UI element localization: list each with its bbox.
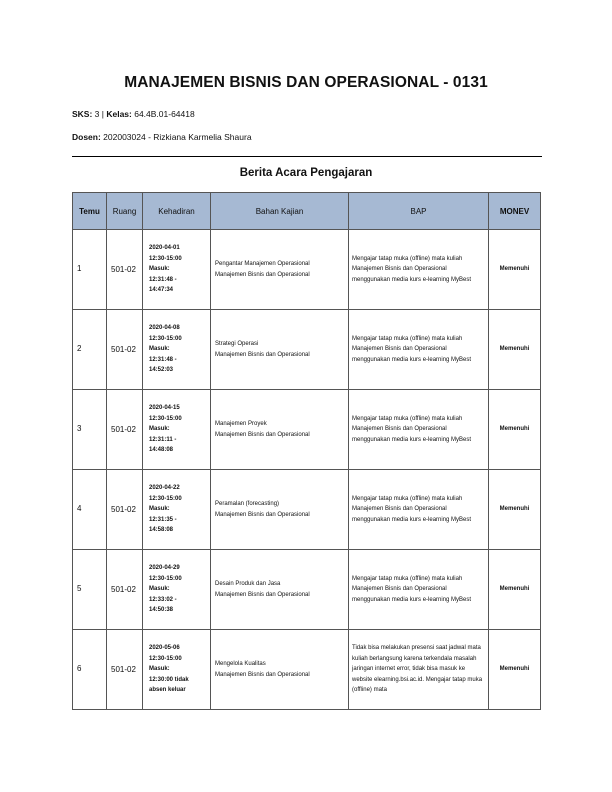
- kehadiran-line: 14:48:08: [149, 447, 174, 454]
- cell-kehadiran: [143, 470, 211, 550]
- cell-bahan-kajian: [211, 630, 349, 710]
- header-ruang: Ruang: [107, 193, 143, 230]
- document-title: MANAJEMEN BISNIS DAN OPERASIONAL - 0131: [124, 74, 488, 91]
- bahan-kajian-line: Manajemen Proyek: [215, 421, 267, 427]
- header-bahan-kajian: Bahan Kajian: [211, 193, 349, 230]
- header-monev: MONEV: [489, 193, 541, 230]
- kehadiran-line: Masuk:: [149, 266, 170, 273]
- cell-temu: 2: [73, 310, 107, 390]
- bap-text: Tidak bisa melakukan presensi saat jadwal mata kuliah berlangsung karena terkendala masalah jaringan internet error, tidak bisa masuk ke website elearning.bsi.ac.id. Mengajar tatap muka (offline) mata: [352, 645, 483, 694]
- bap-text: Mengajar tatap muka (offline) mata kuliah Manajemen Bisnis dan Operasional menggunakan media kurs e-learning MyBest: [352, 335, 472, 363]
- bap-text: Mengajar tatap muka (offline) mata kuliah Manajemen Bisnis dan Operasional menggunakan media kurs e-learning MyBest: [352, 495, 472, 523]
- bahan-kajian-line: Manajemen Bisnis dan Operasional: [215, 591, 310, 598]
- cell-bahan-kajian: [211, 550, 349, 630]
- cell-bap: [349, 470, 489, 550]
- kehadiran-line: Masuk:: [149, 586, 170, 593]
- dosen-value: 202003024 - Rizkiana Karmelia Shaura: [100, 132, 252, 142]
- kehadiran-line: 12:30:00 tidak: [149, 676, 189, 683]
- cell-bap: [349, 230, 489, 310]
- cell-kehadiran: [143, 630, 211, 710]
- cell-bap: [349, 390, 489, 470]
- kehadiran-line: 12:31:35 -: [149, 516, 177, 523]
- kehadiran-line: 12:30-15:00: [149, 655, 182, 662]
- kehadiran-line: 2020-04-08: [149, 325, 180, 332]
- kelas-value: 64.4B.01-64418: [131, 109, 195, 119]
- table-row: [73, 550, 541, 630]
- bahan-kajian-line: Peramalan (forecasting): [215, 501, 280, 507]
- kehadiran-line: 12:30-15:00: [149, 495, 182, 502]
- cell-monev: Memenuhi: [489, 310, 541, 390]
- cell-monev: Memenuhi: [489, 390, 541, 470]
- kehadiran-line: Masuk:: [149, 346, 170, 353]
- cell-bahan-kajian: [211, 470, 349, 550]
- kehadiran-line: 14:50:38: [149, 607, 174, 614]
- header-temu: Temu: [73, 193, 107, 230]
- bap-text: Mengajar tatap muka (offline) mata kuliah Manajemen Bisnis dan Operasional menggunakan media kurs e-learning MyBest: [352, 415, 472, 443]
- kehadiran-line: Masuk:: [149, 666, 170, 673]
- kehadiran-line: 2020-04-22: [149, 485, 180, 492]
- kehadiran-line: 12:30-15:00: [149, 575, 182, 582]
- cell-ruang: 501-02: [107, 470, 143, 550]
- kehadiran-line: 12:30-15:00: [149, 335, 182, 342]
- bahan-kajian-line: Strategi Operasi: [215, 341, 259, 347]
- bap-text: Mengajar tatap muka (offline) mata kuliah Manajemen Bisnis dan Operasional menggunakan media kurs e-learning MyBest: [352, 255, 472, 283]
- teaching-log-table: [72, 192, 541, 710]
- bahan-kajian-line: Desain Produk dan Jasa: [215, 581, 281, 587]
- table-row: [73, 470, 541, 550]
- cell-monev: Memenuhi: [489, 230, 541, 310]
- kehadiran-line: 12:31:48 -: [149, 356, 177, 363]
- cell-temu: 6: [73, 630, 107, 710]
- kehadiran-line: absen keluar: [149, 687, 186, 694]
- cell-ruang: 501-02: [107, 630, 143, 710]
- cell-ruang: 501-02: [107, 310, 143, 390]
- header-kehadiran: Kehadiran: [143, 193, 211, 230]
- cell-kehadiran: [143, 230, 211, 310]
- cell-ruang: 501-02: [107, 390, 143, 470]
- cell-kehadiran: [143, 310, 211, 390]
- bahan-kajian-line: Manajemen Bisnis dan Operasional: [215, 671, 310, 678]
- cell-kehadiran: [143, 390, 211, 470]
- table-row: [73, 630, 541, 710]
- cell-bahan-kajian: [211, 310, 349, 390]
- lecturer-meta: [72, 132, 252, 142]
- bahan-kajian-line: Manajemen Bisnis dan Operasional: [215, 271, 310, 278]
- kehadiran-line: 12:31:11 -: [149, 436, 177, 443]
- header-bap: BAP: [349, 193, 489, 230]
- kehadiran-line: Masuk:: [149, 426, 170, 433]
- divider: [72, 156, 542, 157]
- cell-monev: Memenuhi: [489, 550, 541, 630]
- bap-text: Mengajar tatap muka (offline) mata kuliah Manajemen Bisnis dan Operasional menggunakan media kurs e-learning MyBest: [352, 575, 472, 603]
- dosen-label: Dosen:: [72, 132, 101, 142]
- bahan-kajian-line: Mengelola Kualitas: [215, 661, 266, 667]
- cell-ruang: 501-02: [107, 230, 143, 310]
- bahan-kajian-line: Manajemen Bisnis dan Operasional: [215, 511, 310, 518]
- cell-bap: [349, 310, 489, 390]
- cell-kehadiran: [143, 550, 211, 630]
- kehadiran-line: Masuk:: [149, 506, 170, 513]
- kehadiran-line: 12:31:48 -: [149, 276, 177, 283]
- cell-bap: [349, 630, 489, 710]
- table-row: [73, 390, 541, 470]
- cell-monev: Memenuhi: [489, 470, 541, 550]
- bahan-kajian-line: Pengantar Manajemen Operasional: [215, 261, 310, 267]
- table-row: [73, 230, 541, 310]
- cell-bap: [349, 550, 489, 630]
- kehadiran-line: 12:30-15:00: [149, 415, 182, 422]
- cell-ruang: 501-02: [107, 550, 143, 630]
- cell-bahan-kajian: [211, 390, 349, 470]
- cell-temu: 5: [73, 550, 107, 630]
- kehadiran-line: 12:30-15:00: [149, 255, 182, 262]
- kehadiran-line: 14:58:08: [149, 527, 174, 534]
- course-meta: [72, 109, 195, 119]
- kehadiran-line: 14:47:34: [149, 287, 174, 294]
- table-header-row: [73, 193, 541, 230]
- kehadiran-line: 12:33:02 -: [149, 596, 177, 603]
- kehadiran-line: 2020-04-29: [149, 565, 180, 572]
- sks-value: 3 |: [92, 109, 107, 119]
- cell-bahan-kajian: [211, 230, 349, 310]
- kehadiran-line: 2020-04-01: [149, 245, 180, 252]
- bahan-kajian-line: Manajemen Bisnis dan Operasional: [215, 431, 310, 438]
- sks-label: SKS:: [72, 109, 93, 119]
- section-title: Berita Acara Pengajaran: [239, 167, 373, 179]
- cell-temu: 4: [73, 470, 107, 550]
- cell-temu: 3: [73, 390, 107, 470]
- kehadiran-line: 14:52:03: [149, 367, 174, 374]
- kehadiran-line: 2020-04-15: [149, 405, 180, 412]
- cell-monev: Memenuhi: [489, 630, 541, 710]
- cell-temu: 1: [73, 230, 107, 310]
- kelas-label: Kelas:: [106, 109, 132, 119]
- bahan-kajian-line: Manajemen Bisnis dan Operasional: [215, 351, 310, 358]
- table-row: [73, 310, 541, 390]
- kehadiran-line: 2020-05-06: [149, 645, 180, 652]
